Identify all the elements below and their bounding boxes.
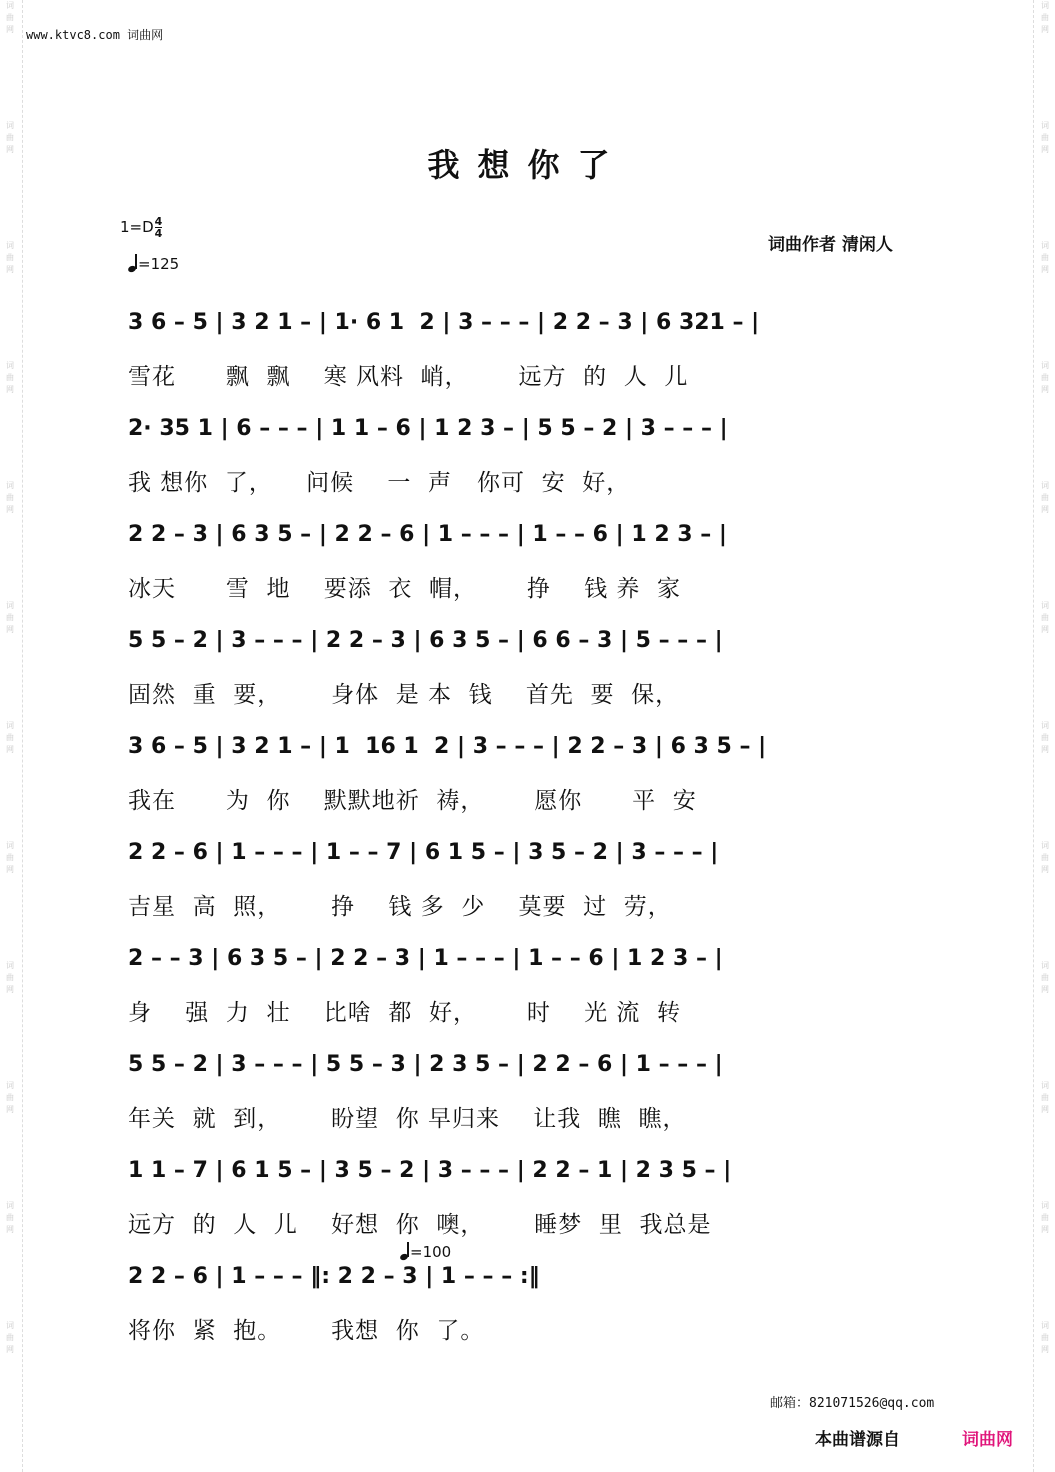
watermark: 词 曲 网 bbox=[1041, 1081, 1049, 1114]
left-margin-line bbox=[22, 0, 23, 1472]
quarter-note-icon bbox=[400, 1242, 410, 1260]
contact-email[interactable]: 邮箱：821071526@qq.com bbox=[770, 1396, 935, 1411]
watermark: 词 曲 网 bbox=[6, 721, 14, 754]
watermark: 词 曲 网 bbox=[6, 961, 14, 994]
lyrics-line: 我在 为 你 默默地祈 祷， 愿你 平 安 bbox=[128, 788, 697, 814]
watermark: 词 曲 网 bbox=[1041, 601, 1049, 634]
watermark: 词 曲 网 bbox=[1041, 1201, 1049, 1234]
lyrics-line: 雪花 飘 飘 寒 风料 峭， 远方 的 人 儿 bbox=[128, 364, 689, 390]
song-title: 我想你了 bbox=[427, 146, 628, 184]
watermark: 词 曲 网 bbox=[6, 481, 14, 514]
lyrics-line: 年关 就 到， 盼望 你 早归来 让我 瞧 瞧， bbox=[128, 1106, 687, 1132]
quarter-note-icon bbox=[128, 254, 138, 272]
notation-line: 5 5 – 2 | 3 – – – | 5 5 – 3 | 2 3 5 – | 2 2 – 6 | 1 – – – | bbox=[128, 1052, 723, 1077]
watermark: 词 曲 网 bbox=[1041, 841, 1049, 874]
time-numerator: 4 bbox=[154, 215, 163, 228]
ending-tempo-value: =100 bbox=[410, 1243, 452, 1261]
watermark: 词 曲 网 bbox=[6, 1, 14, 34]
site-header[interactable]: www.ktvc8.com 词曲网 bbox=[26, 28, 164, 42]
watermark: 词 曲 网 bbox=[6, 361, 14, 394]
lyrics-line: 将你 紧 抱。 我想 你 了。 bbox=[128, 1318, 485, 1344]
author-credit: 词曲作者 清闲人 bbox=[768, 235, 893, 255]
time-signature bbox=[155, 216, 163, 239]
lyrics-line: 冰天 雪 地 要添 衣 帽， 挣 钱 养 家 bbox=[128, 576, 682, 602]
tempo-value: =125 bbox=[138, 255, 180, 273]
watermark: 词 曲 网 bbox=[1041, 961, 1049, 994]
lyrics-line: 身 强 力 壮 比啥 都 好， 时 光 流 转 bbox=[128, 1000, 682, 1026]
ending-tempo-mark bbox=[400, 1242, 451, 1261]
watermark: 词 曲 网 bbox=[6, 601, 14, 634]
watermark: 词 曲 网 bbox=[1041, 1, 1049, 34]
notation-line: 3 6 – 5 | 3 2 1 – | 1 16 1 2 | 3 – – – | 2 2 – 3 | 6 3 5 – | bbox=[128, 734, 767, 759]
notation-line: 5 5 – 2 | 3 – – – | 2 2 – 3 | 6 3 5 – | 6 6 – 3 | 5 – – – | bbox=[128, 628, 723, 653]
key-label: 1=D bbox=[120, 218, 154, 236]
tempo-mark bbox=[128, 254, 179, 273]
notation-line: 2 2 – 6 | 1 – – – ‖: 2 2 – 3 | 1 – – – :‖ bbox=[128, 1264, 540, 1289]
right-margin-line bbox=[1033, 0, 1034, 1472]
notation-line: 2 2 – 3 | 6 3 5 – | 2 2 – 6 | 1 – – – | 1 – – 6 | 1 2 3 – | bbox=[128, 522, 727, 547]
watermark: 词 曲 网 bbox=[6, 1321, 14, 1354]
notation-line: 2 – – 3 | 6 3 5 – | 2 2 – 3 | 1 – – – | 1 – – 6 | 1 2 3 – | bbox=[128, 946, 723, 971]
watermark: 词 曲 网 bbox=[6, 121, 14, 154]
watermark: 词 曲 网 bbox=[1041, 361, 1049, 394]
notation-line: 2· 35 1 | 6 – – – | 1 1 – 6 | 1 2 3 – | 5 5 – 2 | 3 – – – | bbox=[128, 416, 728, 441]
watermark: 词 曲 网 bbox=[1041, 121, 1049, 154]
time-denominator: 4 bbox=[154, 227, 163, 240]
notation-line: 1 1 – 7 | 6 1 5 – | 3 5 – 2 | 3 – – – | 2 2 – 1 | 2 3 5 – | bbox=[128, 1158, 732, 1183]
brand-link[interactable]: 词曲网 bbox=[962, 1430, 1013, 1450]
lyrics-line: 远方 的 人 儿 好想 你 噢， 睡梦 里 我总是 bbox=[128, 1212, 712, 1238]
watermark: 词 曲 网 bbox=[1041, 1321, 1049, 1354]
lyrics-line: 固然 重 要， 身体 是 本 钱 首先 要 保， bbox=[128, 682, 680, 708]
watermark: 词 曲 网 bbox=[1041, 481, 1049, 514]
lyrics-line: 我 想你 了， 问候 一 声 你可 安 好， bbox=[128, 470, 631, 496]
watermark: 词 曲 网 bbox=[1041, 721, 1049, 754]
key-signature bbox=[120, 216, 162, 239]
source-label: 本曲谱源自 bbox=[815, 1430, 900, 1450]
watermark: 词 曲 网 bbox=[6, 1201, 14, 1234]
lyrics-line: 吉星 高 照， 挣 钱 多 少 莫要 过 劳， bbox=[128, 894, 672, 920]
notation-line: 3 6 – 5 | 3 2 1 – | 1· 6 1 2 | 3 – – – | 2 2 – 3 | 6 321 – | bbox=[128, 310, 760, 335]
watermark: 词 曲 网 bbox=[6, 1081, 14, 1114]
notation-line: 2 2 – 6 | 1 – – – | 1 – – 7 | 6 1 5 – | 3 5 – 2 | 3 – – – | bbox=[128, 840, 719, 865]
watermark: 词 曲 网 bbox=[6, 241, 14, 274]
watermark: 词 曲 网 bbox=[1041, 241, 1049, 274]
watermark: 词 曲 网 bbox=[6, 841, 14, 874]
